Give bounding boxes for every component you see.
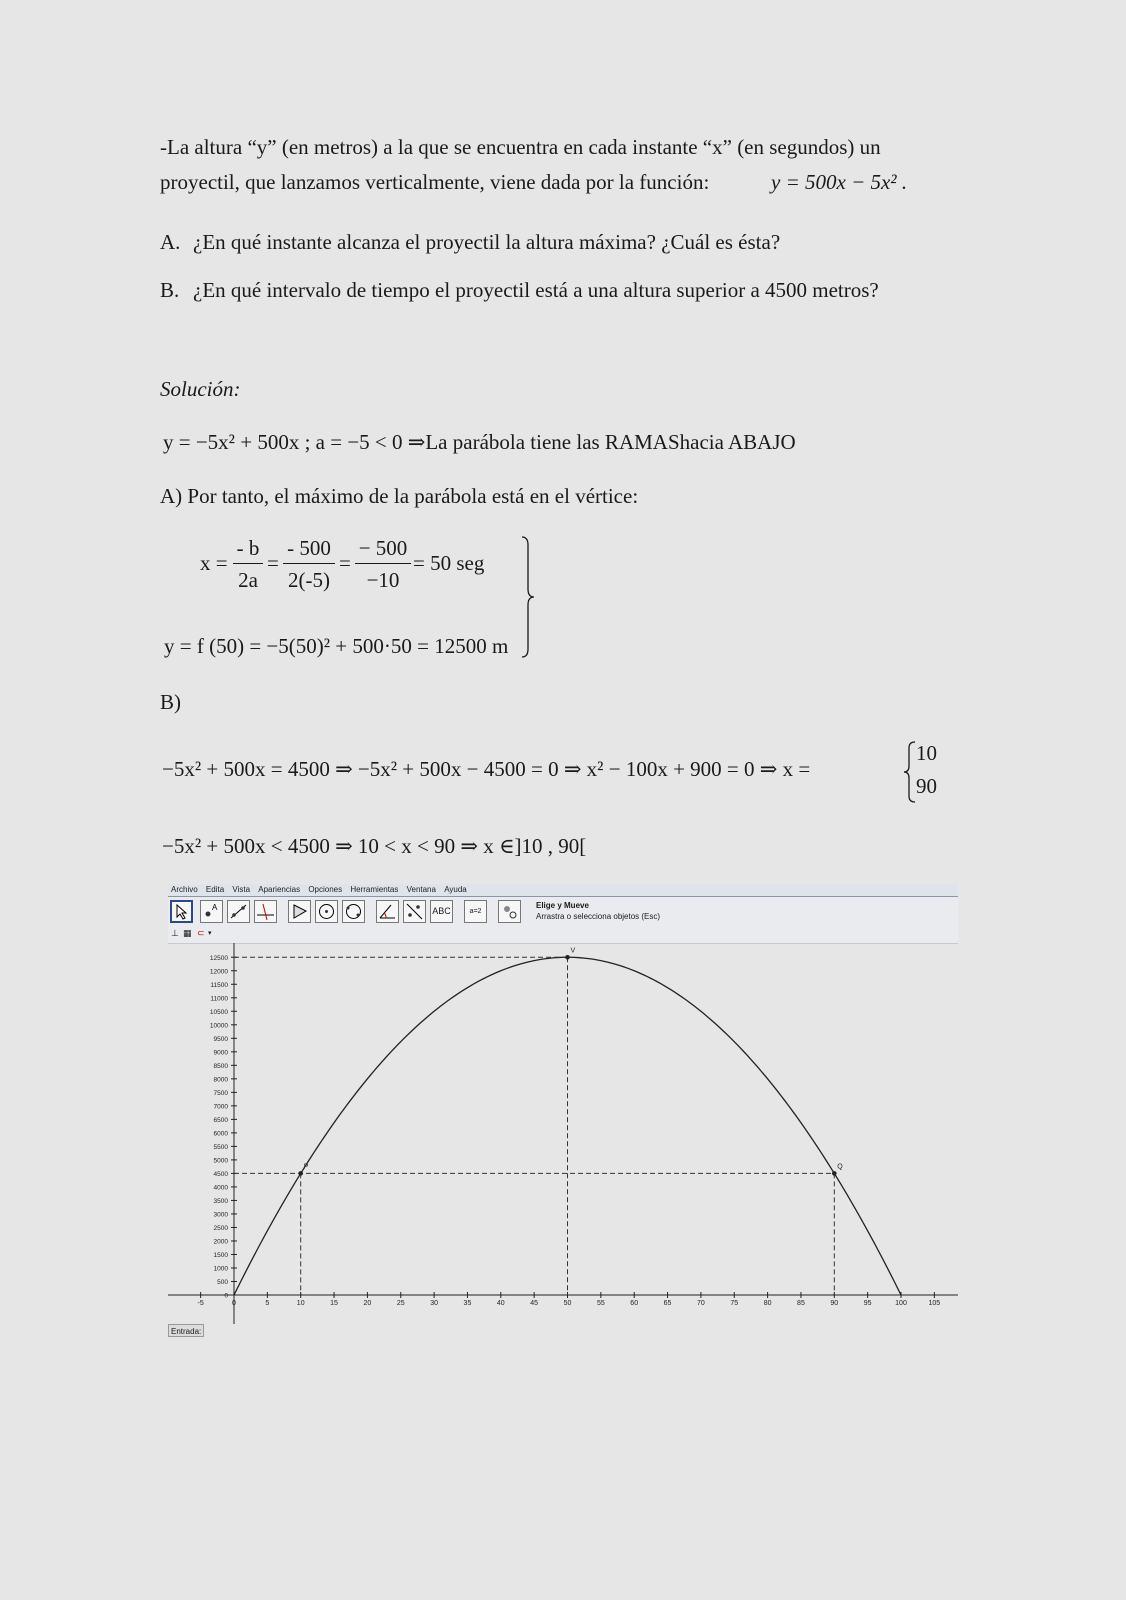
y-tick-label: 8000 <box>213 1076 228 1084</box>
x-tick-label: 0 <box>232 1300 236 1307</box>
active-tool-help: Arrastra o selecciona objetos (Esc) <box>536 912 661 921</box>
x-tick-label: 45 <box>530 1300 539 1307</box>
root-10: 10 <box>916 741 937 765</box>
x-tick-label: 95 <box>863 1300 872 1307</box>
geogebra-toolbar <box>168 896 958 930</box>
y-tick-label: 7000 <box>213 1103 228 1111</box>
fraction-numerator: − 500 <box>355 536 411 564</box>
part-a-intro: A) Por tanto, el máximo de la parábola está en el vértice: <box>160 484 639 508</box>
x-tick-label: 35 <box>463 1300 472 1307</box>
menu-ventana[interactable]: Ventana <box>406 885 436 894</box>
point-q-label: Q <box>837 1163 843 1171</box>
fraction-denominator: 2a <box>238 568 258 592</box>
left-brace <box>903 740 917 804</box>
angle-tool-icon[interactable] <box>376 900 399 923</box>
equals-sign: = <box>339 551 351 575</box>
y-tick-label: 12000 <box>209 968 228 976</box>
circle-tool-icon[interactable] <box>315 900 338 923</box>
fraction-minus-b-over-2a <box>233 536 263 593</box>
solution-heading: Solución: <box>160 377 241 401</box>
part-b-equation: −5x² + 500x = 4500 ⇒ −5x² + 500x − 4500 = 0 ⇒ x² − 100x + 900 = 0 ⇒ x = <box>162 757 811 781</box>
question-b-text: ¿En qué intervalo de tiempo el proyectil está a una altura superior a 4500 metros? <box>193 278 879 302</box>
y-tick-label: 500 <box>217 1278 228 1286</box>
vertex-x-lhs: x = <box>200 551 228 575</box>
x-tick-label: 40 <box>496 1300 505 1307</box>
x-tick-label: 80 <box>763 1300 772 1307</box>
polygon-tool-icon[interactable] <box>288 900 311 923</box>
menu-ayuda[interactable]: Ayuda <box>444 885 467 894</box>
x-tick-label: 70 <box>697 1300 705 1307</box>
point-tool-icon[interactable] <box>200 900 223 923</box>
point-p-label: P <box>303 1163 309 1171</box>
question-a-label: A. <box>160 230 181 254</box>
y-tick-label: 10500 <box>209 1008 228 1016</box>
y-tick-label: 12500 <box>209 954 228 962</box>
x-tick-label: 55 <box>596 1300 605 1307</box>
fraction-numerator: - 500 <box>283 536 335 564</box>
chevron-down-icon[interactable]: ▾ <box>208 929 212 937</box>
part-b-inequality: −5x² + 500x < 4500 ⇒ 10 < x < 90 ⇒ x ∈]10 , 90[ <box>162 834 587 858</box>
grid-toggle-icon[interactable]: ▦ <box>183 929 192 939</box>
show-hide-tool-icon[interactable] <box>498 900 521 923</box>
vertex-x-result: = 50 seg <box>413 551 485 575</box>
x-tick-label: 85 <box>797 1300 805 1307</box>
x-tick-label: 90 <box>830 1300 839 1307</box>
y-tick-label: 11000 <box>210 995 228 1003</box>
fraction-numerator: - b <box>233 536 263 564</box>
x-tick-label: 65 <box>663 1300 672 1307</box>
point-v-label: V <box>570 947 576 955</box>
graphics-view[interactable] <box>168 943 958 1324</box>
menu-vista[interactable]: Vista <box>232 885 251 894</box>
x-tick-label: 75 <box>730 1300 739 1307</box>
vertex-y-equation: y = f (50) = −5(50)² + 500·50 = 12500 m <box>164 634 509 658</box>
y-tick-label: 7500 <box>213 1089 228 1097</box>
y-tick-label: 2000 <box>213 1238 228 1246</box>
x-tick-label: 15 <box>330 1300 338 1307</box>
menu-apariencias[interactable]: Apariencias <box>258 885 301 894</box>
slider-tool-icon[interactable]: a=2 <box>464 900 487 923</box>
x-tick-label: 60 <box>630 1300 639 1307</box>
y-tick-label: 9500 <box>213 1035 228 1043</box>
input-bar-label[interactable]: Entrada: <box>168 1324 204 1337</box>
reflect-tool-icon[interactable] <box>403 900 426 923</box>
svg-text:A: A <box>212 903 218 912</box>
fraction-500-over-minus-10 <box>355 536 411 593</box>
y-tick-label: 0 <box>224 1292 228 1300</box>
geogebra-menubar <box>168 884 958 896</box>
point-q <box>832 1171 837 1176</box>
axes-toggle-icon[interactable]: ⊥ <box>171 929 179 939</box>
y-tick-label: 3500 <box>213 1197 228 1205</box>
menu-archivo[interactable]: Archivo <box>171 885 198 894</box>
root-90: 90 <box>916 774 937 798</box>
question-b-label: B. <box>160 278 180 302</box>
fraction-500-over-2-times-minus-5 <box>283 536 335 593</box>
x-tick-label: 20 <box>363 1300 372 1307</box>
active-tool-name: Elige y Mueve <box>536 901 589 910</box>
point-p <box>298 1171 303 1176</box>
y-tick-label: 1000 <box>213 1265 228 1273</box>
y-tick-label: 5000 <box>213 1157 228 1165</box>
solution-line-1: y = −5x² + 500x ; a = −5 < 0 ⇒La parábola tiene las RAMAShacia ABAJO <box>163 430 796 454</box>
x-tick-label: -5 <box>197 1300 204 1307</box>
line-tool-icon[interactable] <box>227 900 250 923</box>
x-tick-label: 10 <box>296 1300 305 1307</box>
menu-opciones[interactable]: Opciones <box>308 885 343 894</box>
magnet-icon[interactable]: ⊂ <box>197 929 205 939</box>
y-tick-label: 9000 <box>213 1049 228 1057</box>
statement-formula: y = 500x − 5x² . <box>771 170 908 194</box>
y-tick-label: 3000 <box>213 1211 228 1219</box>
equals-sign: = <box>267 551 279 575</box>
y-tick-label: 6000 <box>213 1130 228 1138</box>
part-b-label: B) <box>160 690 181 714</box>
menu-edita[interactable]: Edita <box>205 885 225 894</box>
pointer-tool-icon[interactable] <box>170 900 193 923</box>
question-a-text: ¿En qué instante alcanza el proyectil la altura máxima? ¿Cuál es ésta? <box>193 230 781 254</box>
x-tick-label: 5 <box>265 1300 270 1307</box>
statement-line-2: proyectil, que lanzamos verticalmente, viene dada por la función: <box>160 170 710 194</box>
x-tick-label: 30 <box>430 1300 438 1307</box>
x-tick-label: 25 <box>396 1300 405 1307</box>
circle-three-points-tool-icon[interactable] <box>342 900 365 923</box>
point-v <box>565 955 570 960</box>
x-tick-label: 100 <box>895 1300 907 1307</box>
y-tick-label: 8500 <box>213 1062 228 1070</box>
menu-herramientas[interactable]: Herramientas <box>350 885 399 894</box>
geogebra-style-bar <box>168 929 958 944</box>
geogebra-window <box>168 884 958 1338</box>
y-tick-label: 2500 <box>213 1224 228 1232</box>
right-brace <box>520 535 540 660</box>
perpendicular-tool-icon[interactable] <box>254 900 277 923</box>
y-tick-label: 6500 <box>213 1116 228 1124</box>
x-tick-label: 105 <box>928 1300 941 1307</box>
fraction-denominator: 2(-5) <box>288 568 330 592</box>
y-tick-label: 10000 <box>209 1022 228 1030</box>
y-tick-label: 4000 <box>213 1184 228 1192</box>
y-tick-label: 5500 <box>213 1143 228 1151</box>
y-tick-label: 1500 <box>213 1251 228 1259</box>
text-tool-icon[interactable]: ABC <box>430 900 453 923</box>
statement-line-1: -La altura “y” (en metros) a la que se encuentra en cada instante “x” (en segundos) un <box>160 135 881 159</box>
y-tick-label: 4500 <box>213 1170 228 1178</box>
fraction-denominator: −10 <box>366 568 400 592</box>
x-tick-label: 50 <box>563 1300 572 1307</box>
y-tick-label: 11500 <box>210 981 228 989</box>
